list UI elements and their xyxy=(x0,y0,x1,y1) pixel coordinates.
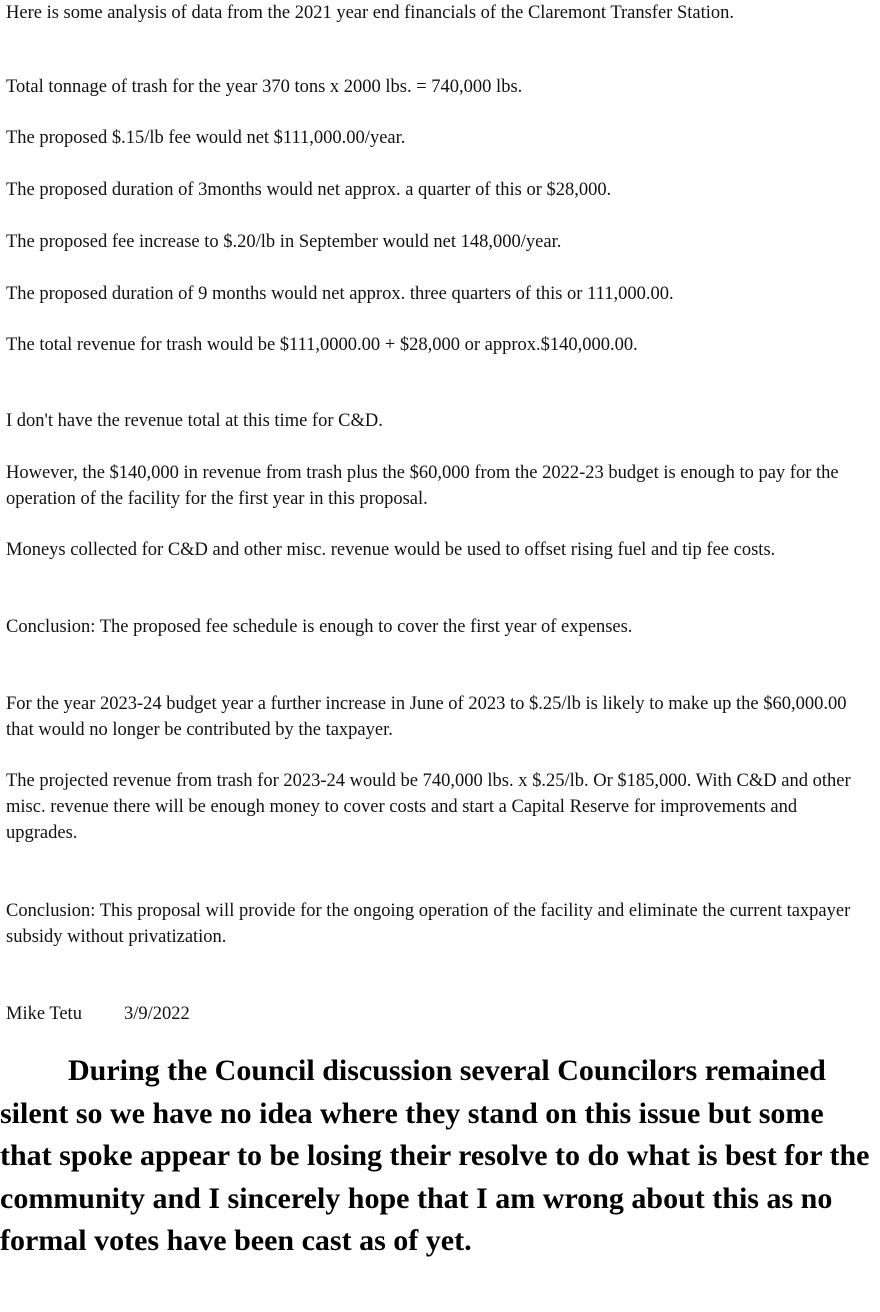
year-2023-24-paragraph: For the year 2023-24 budget year a further increase in June of 2023 to $.25/lb is likely to make up the $60,000.00 that would no longer be contributed by the taxpayer. xyxy=(6,694,847,740)
cd-revenue-paragraph: I don't have the revenue total at this time for C&D. xyxy=(6,411,383,431)
intro-paragraph: Here is some analysis of data from the 2021 year end financials of the Claremont Transfer Station. xyxy=(6,3,734,23)
final-conclusion-paragraph: Conclusion: This proposal will provide for the ongoing operation of the facility and eliminate the current taxpayer subsidy without privatization. xyxy=(6,901,851,947)
duration-9-months-paragraph: The proposed duration of 9 months would net approx. three quarters of this or 111,000.00. xyxy=(6,284,674,304)
total-revenue-paragraph: The total revenue for trash would be $111,0000.00 + $28,000 or approx.$140,000.00. xyxy=(6,335,638,355)
projected-revenue-paragraph: The projected revenue from trash for 2023-24 would be 740,000 lbs. x $.25/lb. Or $185,000. With C&D and other misc. revenue there will be enough money to cover costs and start a Capital Reserve for improvements and upgrades. xyxy=(6,771,851,843)
budget-paragraph: However, the $140,000 in revenue from trash plus the $60,000 from the 2022-23 budget is enough to pay for the operation of the facility for the first year in this proposal. xyxy=(6,463,839,509)
signature-name: Mike Tetu xyxy=(6,1004,82,1024)
moneys-collected-paragraph: Moneys collected for C&D and other misc. revenue would be used to offset rising fuel and tip fee costs. xyxy=(6,540,776,560)
signature-date: 3/9/2022 xyxy=(124,1004,190,1024)
fee-20-paragraph: The proposed fee increase to $.20/lb in September would net 148,000/year. xyxy=(6,232,562,252)
tonnage-paragraph: Total tonnage of trash for the year 370 tons x 2000 lbs. = 740,000 lbs. xyxy=(6,77,523,97)
fee-15-paragraph: The proposed $.15/lb fee would net $111,000.00/year. xyxy=(6,128,406,148)
duration-3-months-paragraph: The proposed duration of 3months would net approx. a quarter of this or $28,000. xyxy=(6,180,612,200)
council-commentary: During the Council discussion several Councilors remained silent so we have no idea where they stand on this issue but some that spoke appear to be losing their resolve to do what is best for the community and I sincerely hope that I am wrong about this as no formal votes have been cast as of yet. xyxy=(0,1054,870,1257)
first-conclusion-paragraph: Conclusion: The proposed fee schedule is enough to cover the first year of expenses. xyxy=(6,617,633,637)
